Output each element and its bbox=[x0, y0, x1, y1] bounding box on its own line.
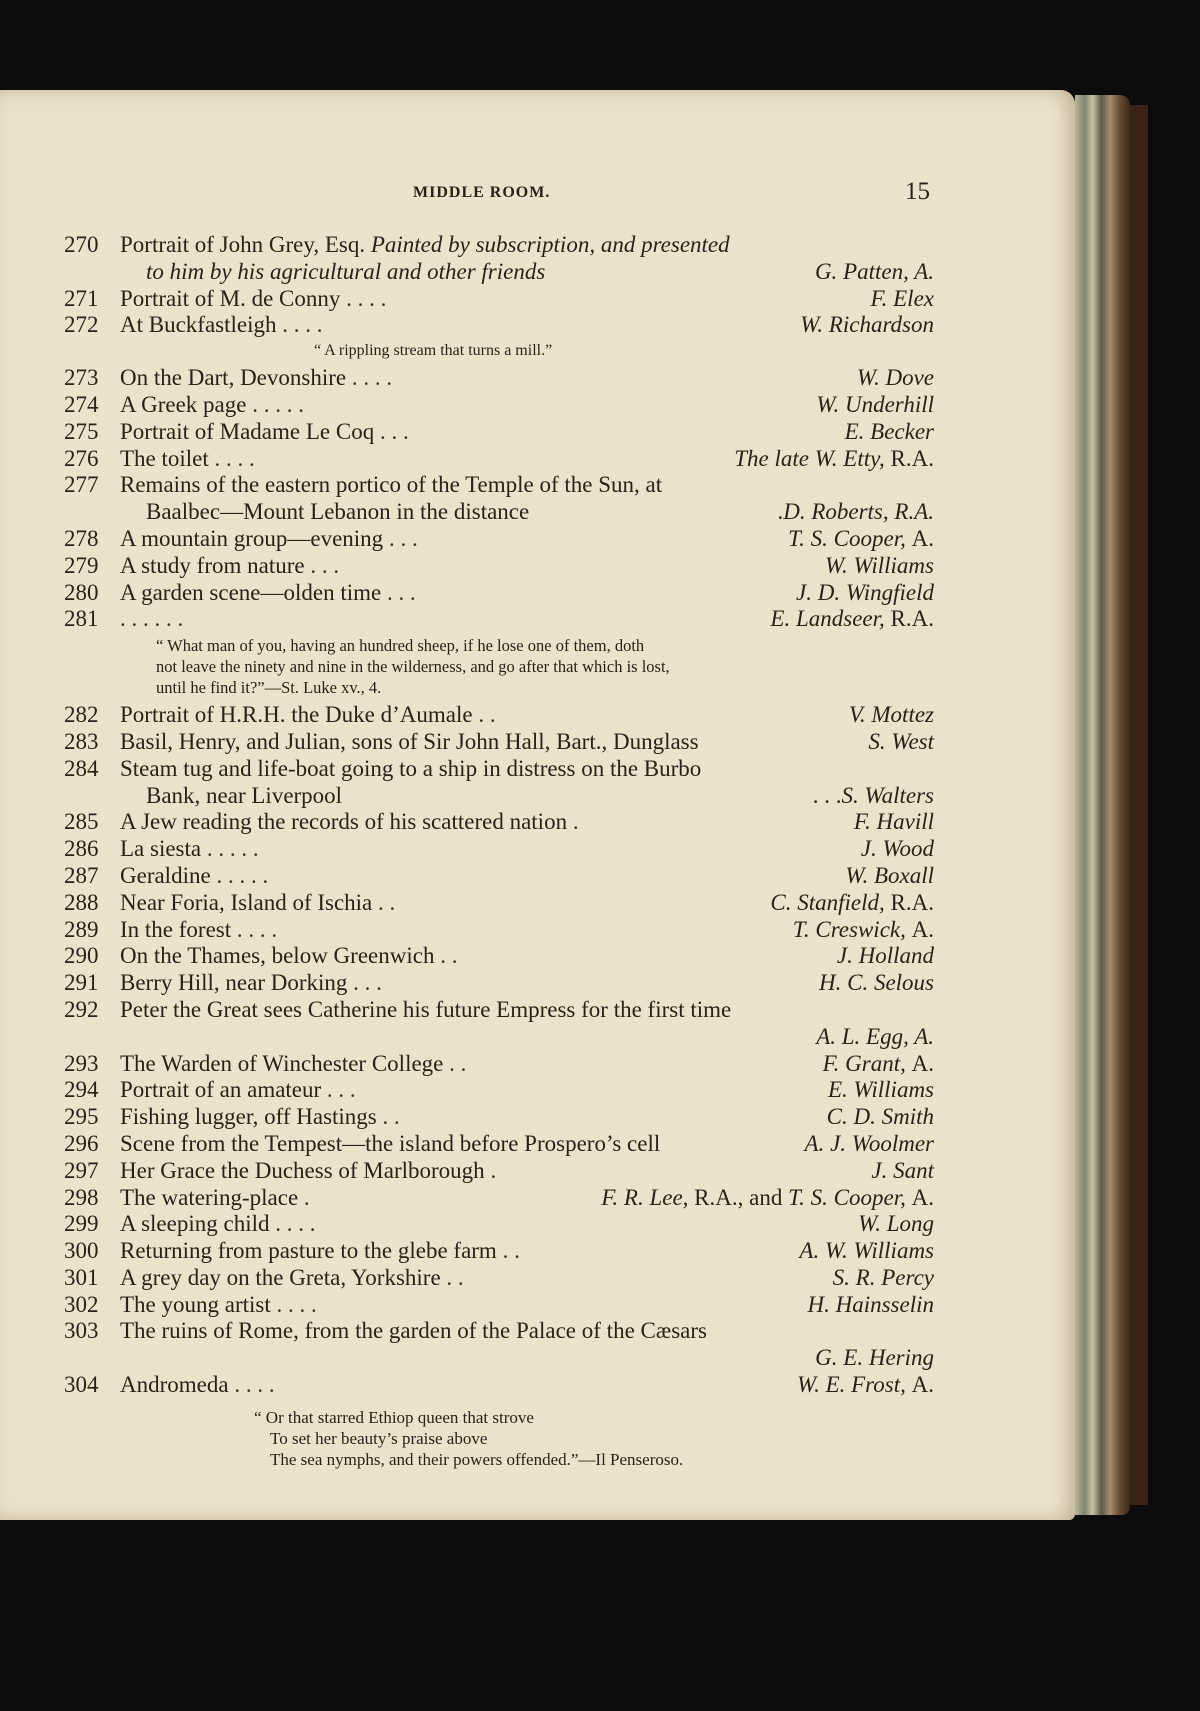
entry-title-text: Portrait of H.R.H. the Duke d’Aumale bbox=[120, 702, 473, 728]
catalogue-entry bbox=[64, 756, 934, 783]
entry-title bbox=[120, 729, 868, 756]
entry-artist bbox=[828, 1077, 934, 1104]
entry-artist bbox=[845, 419, 934, 446]
entry-title bbox=[120, 1077, 828, 1104]
catalogue-entry bbox=[64, 446, 934, 473]
artist-name: W. E. Frost, bbox=[797, 1372, 906, 1398]
leader-dots: . . . bbox=[379, 418, 409, 444]
artist-name: A. L. Egg, bbox=[816, 1023, 909, 1049]
entry-number: 292 bbox=[64, 996, 99, 1022]
artist-name: T. S. Cooper, bbox=[788, 525, 906, 551]
catalogue-entry bbox=[64, 1051, 934, 1078]
artist-name: F. Grant, bbox=[822, 1050, 906, 1076]
entry-title bbox=[120, 1185, 601, 1212]
entry-title bbox=[120, 1238, 799, 1265]
entry-number: 302 bbox=[64, 1291, 99, 1317]
entry-continuation bbox=[64, 1345, 934, 1372]
artist-name: F. Elex bbox=[870, 285, 934, 311]
leader-dots: . . . . bbox=[214, 445, 255, 471]
artist-rank: A. bbox=[911, 916, 934, 942]
leader-dots: . . . . bbox=[276, 1291, 317, 1317]
catalogue-entry bbox=[64, 702, 934, 729]
artist-rank: R.A. bbox=[890, 606, 934, 632]
catalogue-entry bbox=[64, 970, 934, 997]
entry-title-text: A mountain group—evening bbox=[120, 525, 384, 551]
indent bbox=[64, 259, 146, 286]
entry-title-italic: Painted by subscription, and presented bbox=[370, 232, 730, 257]
entry-number: 276 bbox=[64, 445, 99, 471]
entry-artist bbox=[770, 890, 934, 917]
entry-title-text: Berry Hill, near Dorking bbox=[120, 970, 348, 996]
leader-dots: . . . bbox=[386, 579, 416, 605]
leader-dots: . . . . bbox=[346, 285, 387, 311]
entry-number: 278 bbox=[64, 525, 99, 551]
entry-artist bbox=[793, 917, 934, 944]
entry-artist bbox=[858, 1211, 934, 1238]
entry-title-text: Geraldine bbox=[120, 862, 211, 888]
catalogue-entry bbox=[64, 392, 934, 419]
entry-title bbox=[120, 1131, 805, 1158]
entry-number: 289 bbox=[64, 916, 99, 942]
catalogue-entry bbox=[64, 365, 934, 392]
artist-name: J. Holland bbox=[836, 943, 934, 969]
leader-dots: . . . bbox=[310, 552, 340, 578]
entry-title bbox=[120, 526, 788, 553]
entry-number: 281 bbox=[64, 606, 99, 632]
catalogue-entry bbox=[64, 1158, 934, 1185]
entry-artist bbox=[805, 1131, 934, 1158]
entry-number: 293 bbox=[64, 1050, 99, 1076]
entry-title bbox=[120, 1051, 823, 1078]
entry-artist bbox=[797, 1372, 934, 1399]
catalogue-entry bbox=[64, 472, 934, 499]
leader-dots: . . . . bbox=[236, 916, 278, 942]
entry-number: 297 bbox=[64, 1157, 99, 1183]
entry-title bbox=[120, 232, 934, 259]
entry-quote bbox=[64, 635, 934, 698]
entry-title-text: Scene from the Tempest—the island before Prospero’s cell bbox=[120, 1130, 661, 1156]
entry-title bbox=[120, 553, 825, 580]
entry-artist bbox=[827, 1104, 934, 1131]
entry-number: 300 bbox=[64, 1238, 99, 1264]
indent bbox=[64, 499, 146, 526]
leader-dots: . . . bbox=[812, 782, 842, 808]
catalogue-entry bbox=[64, 729, 934, 756]
entry-number: 287 bbox=[64, 862, 99, 888]
leader-dots: . bbox=[490, 1157, 497, 1183]
entry-artist bbox=[770, 606, 934, 633]
catalogue-entry bbox=[64, 1077, 934, 1104]
entry-title bbox=[120, 1211, 858, 1238]
artist-name: T. Creswick, bbox=[792, 916, 906, 942]
entry-number: 279 bbox=[64, 552, 99, 578]
artist-name: J. Wood bbox=[860, 836, 934, 862]
artist-name: W. Underhill bbox=[816, 391, 934, 417]
entry-title bbox=[120, 606, 770, 633]
entry-title-text: Andromeda bbox=[120, 1372, 229, 1398]
entry-number: 274 bbox=[64, 391, 99, 417]
artist-name: A. J. Woolmer bbox=[804, 1130, 934, 1156]
entry-continuation bbox=[64, 1024, 934, 1051]
entry-number: 303 bbox=[64, 1318, 99, 1344]
entry-title bbox=[120, 970, 819, 997]
leader-dots: . . bbox=[502, 1238, 520, 1264]
entry-title bbox=[120, 1292, 808, 1319]
entry-title bbox=[120, 286, 871, 313]
artist-rank: R.A. bbox=[894, 499, 934, 525]
entry-title-text: On the Thames, below Greenwich bbox=[120, 943, 435, 969]
catalogue-entry bbox=[64, 1238, 934, 1265]
entry-title-text: A garden scene—olden time bbox=[120, 579, 382, 605]
leader-dots: . . . . bbox=[275, 1211, 316, 1237]
entry-artist bbox=[796, 580, 934, 607]
entry-artist bbox=[815, 1345, 934, 1372]
catalogue-entry bbox=[64, 890, 934, 917]
leader-dots: . . bbox=[446, 1264, 464, 1290]
entry-title-continued: Bank, near Liverpool bbox=[146, 782, 343, 808]
entry-title-continued: to him by his agricultural and other friends bbox=[146, 258, 546, 284]
leader-dots: . bbox=[777, 499, 784, 525]
artist-name: S. R. Percy bbox=[832, 1264, 934, 1290]
leader-dots: . bbox=[303, 1184, 310, 1210]
page-number: 15 bbox=[905, 178, 930, 205]
entry-number: 275 bbox=[64, 418, 99, 444]
catalogue-entry bbox=[64, 1292, 934, 1319]
book-spine bbox=[1130, 105, 1148, 1505]
entry-title-text: The watering-place bbox=[120, 1184, 299, 1210]
leader-dots: . . . . bbox=[282, 312, 323, 338]
catalogue-entry bbox=[64, 553, 934, 580]
leader-dots: . . . . bbox=[234, 1372, 275, 1398]
artist-name: V. Mottez bbox=[848, 702, 934, 728]
leader-dots: . . . . . bbox=[206, 836, 259, 862]
artist-name: J. Sant bbox=[871, 1157, 934, 1183]
artist-rank: A. bbox=[914, 1023, 934, 1049]
catalogue-entry bbox=[64, 1372, 934, 1399]
entry-number: 277 bbox=[64, 472, 99, 498]
leader-dots: . . bbox=[449, 1050, 467, 1076]
leader-dots: . . bbox=[378, 889, 396, 915]
entry-artist bbox=[833, 1265, 934, 1292]
leader-dots: . . . . . . bbox=[120, 606, 184, 632]
entry-title-text: A study from nature bbox=[120, 552, 305, 578]
entry-title bbox=[120, 1158, 871, 1185]
entry-title-text: The ruins of Rome, from the garden of the Palace of the Cæsars bbox=[120, 1318, 707, 1344]
entry-artist bbox=[825, 553, 934, 580]
entry-number: 273 bbox=[64, 365, 99, 391]
catalogue-entry bbox=[64, 863, 934, 890]
quote-line: “ Or that starred Ethiop queen that strove bbox=[254, 1407, 534, 1427]
entry-artist bbox=[808, 1292, 935, 1319]
entry-title bbox=[120, 997, 934, 1024]
entry-title bbox=[120, 836, 861, 863]
artist-name: W. Richardson bbox=[800, 312, 934, 338]
entry-title-text: Peter the Great sees Catherine his future Empress for the first time bbox=[120, 996, 732, 1022]
artist-name: H. C. Selous bbox=[819, 970, 934, 996]
entry-title-text: The young artist bbox=[120, 1291, 271, 1317]
entry-number: 301 bbox=[64, 1264, 99, 1290]
entry-number: 290 bbox=[64, 943, 99, 969]
entry-title bbox=[120, 1372, 797, 1399]
entry-number: 295 bbox=[64, 1104, 99, 1130]
artist-name: W. Long bbox=[858, 1211, 934, 1237]
leader-dots: . . . . . bbox=[252, 391, 304, 417]
entry-title-text: On the Dart, Devonshire bbox=[120, 365, 347, 391]
entry-title bbox=[120, 1318, 934, 1345]
leader-dots: . . . . bbox=[351, 365, 393, 391]
entry-artist bbox=[800, 312, 934, 339]
catalogue-entry bbox=[64, 997, 934, 1024]
entry-title-text: A sleeping child bbox=[120, 1211, 270, 1237]
entry-artist bbox=[849, 702, 934, 729]
entry-artist bbox=[815, 259, 934, 286]
artist-rank: A. bbox=[911, 525, 934, 551]
entry-title-text: The toilet bbox=[120, 445, 209, 471]
catalogue-entry bbox=[64, 419, 934, 446]
entry-number: 286 bbox=[64, 836, 99, 862]
entry-artist bbox=[871, 286, 934, 313]
entry-title bbox=[120, 580, 796, 607]
catalogue-entry bbox=[64, 1265, 934, 1292]
artist-rank: A. bbox=[911, 1372, 934, 1398]
catalogue-entry bbox=[64, 1131, 934, 1158]
leader-dots: . . bbox=[382, 1104, 400, 1130]
indent bbox=[64, 1345, 146, 1372]
artist-name: C. D. Smith bbox=[826, 1104, 934, 1130]
artist-rank: A. bbox=[914, 258, 934, 284]
catalogue-entry bbox=[64, 809, 934, 836]
artist-name: A. W. Williams bbox=[799, 1238, 934, 1264]
entry-number: 294 bbox=[64, 1077, 99, 1103]
catalogue-entry bbox=[64, 1185, 934, 1212]
entry-title-continued: Baalbec—Mount Lebanon in the distance bbox=[146, 499, 530, 525]
entry-title-text: Portrait of M. de Conny bbox=[120, 285, 341, 311]
catalogue-entry bbox=[64, 1318, 934, 1345]
entry-continuation bbox=[64, 259, 934, 286]
entry-artist bbox=[788, 526, 934, 553]
catalogue-entry bbox=[64, 286, 934, 313]
entry-number: 272 bbox=[64, 312, 99, 338]
artist-rank: R.A., and bbox=[694, 1184, 783, 1210]
quote-line: The sea nymphs, and their powers offended.”—Il Penseroso. bbox=[270, 1449, 684, 1469]
entry-artist bbox=[857, 365, 934, 392]
entry-artist bbox=[819, 970, 934, 997]
entry-title bbox=[120, 917, 793, 944]
entry-number: 299 bbox=[64, 1211, 99, 1237]
artist-name: F. R. Lee, bbox=[601, 1184, 689, 1210]
entry-number: 283 bbox=[64, 728, 99, 754]
artist-name: H. Hainsselin bbox=[807, 1291, 934, 1317]
entry-title-text: La siesta bbox=[120, 836, 202, 862]
indent bbox=[64, 1024, 146, 1051]
artist-name: G. E. Hering bbox=[815, 1345, 934, 1371]
entry-number: 304 bbox=[64, 1372, 99, 1398]
entry-title bbox=[120, 392, 816, 419]
leader-dots: . . . bbox=[388, 525, 418, 551]
leader-dots: . . bbox=[440, 943, 458, 969]
entry-artist bbox=[783, 499, 934, 526]
artist-name: D. Roberts, bbox=[783, 499, 889, 525]
catalogue-entry bbox=[64, 943, 934, 970]
entry-number: 271 bbox=[64, 285, 99, 311]
entry-title-text: A grey day on the Greta, Yorkshire bbox=[120, 1264, 441, 1290]
leader-dots: . . . bbox=[326, 1077, 356, 1103]
entry-title bbox=[120, 890, 770, 917]
entry-number: 285 bbox=[64, 809, 99, 835]
artist-rank: R.A. bbox=[890, 889, 934, 915]
entry-title-text: Basil, Henry, and Julian, sons of Sir John Hall, Bart., Dunglass bbox=[120, 728, 699, 754]
entry-title-text: The Warden of Winchester College bbox=[120, 1050, 444, 1076]
entry-title-text: Near Foria, Island of Ischia bbox=[120, 889, 373, 915]
leader-dots: . bbox=[572, 809, 579, 835]
entry-title-text: Her Grace the Duchess of Marlborough bbox=[120, 1157, 485, 1183]
entry-artist bbox=[799, 1238, 934, 1265]
artist-name: W. Dove bbox=[856, 365, 934, 391]
catalogue-entry bbox=[64, 580, 934, 607]
entry-title bbox=[120, 809, 854, 836]
artist-name: W. Williams bbox=[824, 552, 934, 578]
entry-artist bbox=[816, 392, 934, 419]
entry-title-text: In the forest bbox=[120, 916, 232, 942]
entry-title-text: At Buckfastleigh bbox=[120, 312, 277, 338]
entry-quote: “ A rippling stream that turns a mill.” bbox=[314, 342, 553, 360]
entry-artist bbox=[845, 863, 934, 890]
catalogue-entry bbox=[64, 232, 934, 259]
quote-line: To set her beauty’s praise above bbox=[270, 1428, 488, 1448]
entry-artist bbox=[823, 1051, 934, 1078]
entry-artist bbox=[816, 1024, 934, 1051]
artist-name: C. Stanfield, bbox=[770, 889, 885, 915]
artist-name: F. Havill bbox=[853, 809, 934, 835]
entry-title-text: A Greek page bbox=[120, 391, 247, 417]
catalogue-entry bbox=[64, 312, 934, 339]
leader-dots: . . bbox=[478, 702, 496, 728]
artist-name: J. D. Wingfield bbox=[796, 579, 934, 605]
entry-title bbox=[120, 1104, 827, 1131]
catalogue-entry bbox=[64, 1211, 934, 1238]
entry-title bbox=[120, 756, 934, 783]
entry-title bbox=[120, 863, 845, 890]
entry-title-text: Returning from pasture to the glebe farm bbox=[120, 1238, 497, 1264]
artist-name: The late W. Etty, bbox=[734, 445, 885, 471]
indent bbox=[64, 783, 146, 810]
entry-number: 284 bbox=[64, 755, 99, 781]
entry-title bbox=[120, 1265, 833, 1292]
artist-rank: A. bbox=[911, 1184, 934, 1210]
artist-rank: A. bbox=[911, 1050, 934, 1076]
entry-artist bbox=[871, 1158, 934, 1185]
entry-title bbox=[120, 365, 857, 392]
entry-artist bbox=[837, 943, 934, 970]
entry-artist bbox=[854, 809, 934, 836]
artist-name: E. Landseer, bbox=[770, 606, 885, 632]
entry-title-continued bbox=[146, 1345, 815, 1372]
catalogue-entry bbox=[64, 606, 934, 633]
artist-name: G. Patten, bbox=[814, 258, 909, 284]
leader-dots: . . . bbox=[353, 970, 382, 996]
entry-title bbox=[120, 419, 845, 446]
page-header bbox=[0, 178, 1200, 208]
quote-line: until he find it?”—St. Luke xv., 4. bbox=[156, 678, 382, 698]
entry-number: 282 bbox=[64, 702, 99, 728]
entry-number: 280 bbox=[64, 579, 99, 605]
catalogue-entry bbox=[64, 836, 934, 863]
entry-title-continued bbox=[146, 1024, 816, 1051]
entry-artist bbox=[601, 1185, 934, 1212]
entry-title bbox=[120, 943, 837, 970]
entry-artist bbox=[734, 446, 934, 473]
entry-number: 298 bbox=[64, 1184, 99, 1210]
catalogue-entry bbox=[64, 917, 934, 944]
artist-name: S. West bbox=[868, 728, 934, 754]
entry-continuation bbox=[64, 783, 934, 810]
running-head: MIDDLE ROOM. bbox=[413, 184, 551, 201]
quote-line: “ What man of you, having an hundred sheep, if he lose one of them, doth bbox=[156, 636, 645, 656]
entry-continuation bbox=[64, 499, 934, 526]
entry-artist bbox=[861, 836, 934, 863]
entry-title bbox=[120, 312, 800, 339]
entry-title-text: Fishing lugger, off Hastings bbox=[120, 1104, 377, 1130]
page-edges bbox=[1075, 95, 1130, 1515]
entry-title-text: Portrait of an amateur bbox=[120, 1077, 322, 1103]
entry-artist bbox=[842, 783, 934, 810]
catalogue-entries bbox=[64, 232, 934, 1474]
entry-title bbox=[120, 472, 934, 499]
artist-name: T. S. Cooper, bbox=[788, 1184, 906, 1210]
entry-title-text: A Jew reading the records of his scattered nation bbox=[120, 809, 568, 835]
quote-line: not leave the ninety and nine in the wilderness, and go after that which is lost, bbox=[156, 657, 670, 677]
catalogue-entry bbox=[64, 526, 934, 553]
entry-number: 296 bbox=[64, 1130, 99, 1156]
entry-title-text: Remains of the eastern portico of the Temple of the Sun, at bbox=[120, 472, 663, 498]
entry-title-text: Portrait of Madame Le Coq bbox=[120, 418, 375, 444]
entry-title-text: Steam tug and life-boat going to a ship in distress on the Burbo bbox=[120, 755, 702, 781]
leader-dots: . . . . . bbox=[216, 862, 269, 888]
entry-quote bbox=[64, 1407, 934, 1470]
entry-number: 291 bbox=[64, 970, 99, 996]
catalogue-entry bbox=[64, 1104, 934, 1131]
artist-name: E. Becker bbox=[844, 418, 934, 444]
artist-rank: R.A. bbox=[890, 445, 934, 471]
artist-name: E. Williams bbox=[827, 1077, 934, 1103]
artist-name: S. Walters bbox=[841, 782, 934, 808]
artist-name: W. Boxall bbox=[845, 862, 934, 888]
entry-number: 270 bbox=[64, 232, 99, 257]
entry-number: 288 bbox=[64, 889, 99, 915]
entry-artist bbox=[868, 729, 934, 756]
entry-title bbox=[120, 446, 734, 473]
entry-title bbox=[120, 702, 849, 729]
entry-title-text: Portrait of John Grey, Esq. bbox=[120, 232, 366, 257]
